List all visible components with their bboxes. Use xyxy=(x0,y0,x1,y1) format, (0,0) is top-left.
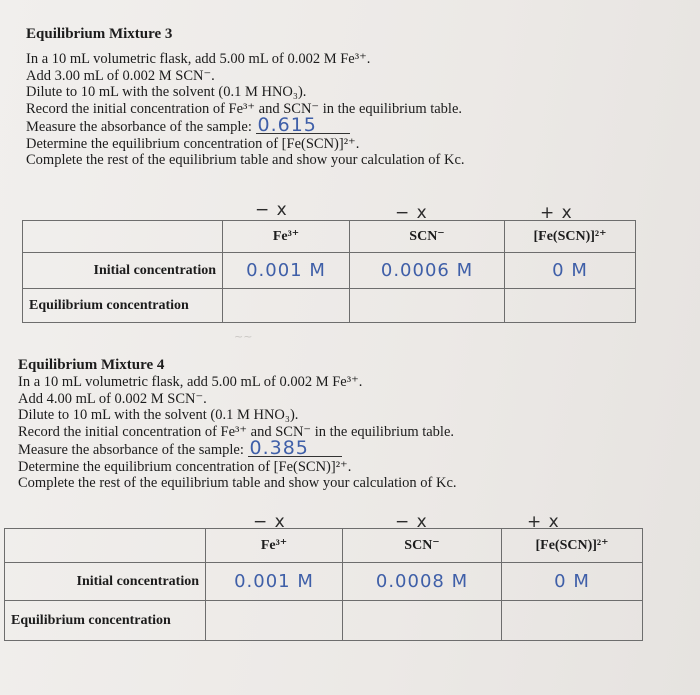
mixture-4-title: Equilibrium Mixture 4 xyxy=(18,357,165,373)
mixture-4-fescn-change-mark: + x xyxy=(527,512,560,532)
row-label-initial: Initial concentration xyxy=(5,563,206,601)
mixture-4-scn-change-mark: − x xyxy=(395,512,428,532)
mixture-4-step-4: Record the initial concentration of Fe³⁺ and SCN⁻ in the equilibrium table. xyxy=(18,423,455,440)
header-blank-cell xyxy=(23,221,223,253)
initial-scn-cell[interactable]: 0.0008 M xyxy=(343,563,502,601)
mixture-3-title: Equilibrium Mixture 3 xyxy=(26,26,173,42)
equilibrium-scn-cell[interactable] xyxy=(343,601,502,641)
mixture-4-step-6: Determine the equilibrium concentration of [Fe(SCN)]²⁺. xyxy=(18,458,352,475)
table-row xyxy=(23,289,636,323)
mixture-3-fe-change-mark: − x xyxy=(255,200,288,220)
header-fescn: [Fe(SCN)]²⁺ xyxy=(505,221,636,253)
table-header-row xyxy=(23,221,636,253)
header-fe: Fe³⁺ xyxy=(223,221,350,253)
mixture-3-step-4: Record the initial concentration of Fe³⁺ and SCN⁻ in the equilibrium table. xyxy=(26,100,463,117)
mixture-4-absorbance-label: Measure the absorbance of the sample: xyxy=(18,442,244,458)
mixture-3-step-5 xyxy=(26,114,465,136)
mixture-3-step-6: Determine the equilibrium concentration of [Fe(SCN)]²⁺. xyxy=(26,135,360,152)
initial-fescn-cell[interactable]: 0 M xyxy=(502,563,643,601)
mixture-4-instructions xyxy=(18,357,457,492)
header-fe: Fe³⁺ xyxy=(206,529,343,563)
table-row xyxy=(5,601,643,641)
mixture-3-step-3: Dilute to 10 mL with the solvent (0.1 M HNO₃). xyxy=(26,84,307,100)
table-row xyxy=(23,253,636,289)
mixture-4-step-2: Add 4.00 mL of 0.002 M SCN⁻. xyxy=(18,390,207,407)
mixture-3-scn-change-mark: − x xyxy=(395,203,428,223)
equilibrium-scn-cell[interactable] xyxy=(350,289,505,323)
mixture-4-absorbance-value[interactable]: 0.385 xyxy=(248,440,342,457)
initial-fescn-cell[interactable]: 0 M xyxy=(505,253,636,289)
equilibrium-fescn-cell[interactable] xyxy=(505,289,636,323)
row-label-equilibrium: Equilibrium concentration xyxy=(5,601,206,641)
mixture-3-step-7: Complete the rest of the equilibrium table and show your calculation of Kc. xyxy=(26,152,465,168)
mixture-3-step-1: In a 10 mL volumetric flask, add 5.00 mL of 0.002 M Fe³⁺. xyxy=(26,51,371,67)
mixture-3-instructions xyxy=(26,26,465,169)
table-header-row xyxy=(5,529,643,563)
header-fescn: [Fe(SCN)]²⁺ xyxy=(502,529,643,563)
mixture-4-step-7: Complete the rest of the equilibrium table and show your calculation of Kc. xyxy=(18,475,457,491)
initial-fe-cell[interactable]: 0.001 M xyxy=(223,253,350,289)
header-scn: SCN⁻ xyxy=(343,529,502,563)
bleed-through-mark: ~~ xyxy=(234,330,253,343)
header-scn: SCN⁻ xyxy=(350,221,505,253)
row-label-equilibrium: Equilibrium concentration xyxy=(23,289,223,323)
mixture-4-equilibrium-table xyxy=(4,528,643,641)
mixture-3-step-2: Add 3.00 mL of 0.002 M SCN⁻. xyxy=(26,67,215,84)
mixture-4-fe-change-mark: − x xyxy=(253,512,286,532)
equilibrium-fe-cell[interactable] xyxy=(223,289,350,323)
mixture-4-step-1: In a 10 mL volumetric flask, add 5.00 mL of 0.002 M Fe³⁺. xyxy=(18,374,363,390)
row-label-initial: Initial concentration xyxy=(23,253,223,289)
mixture-3-absorbance-label: Measure the absorbance of the sample: xyxy=(26,119,252,135)
initial-scn-cell[interactable]: 0.0006 M xyxy=(350,253,505,289)
header-blank-cell xyxy=(5,529,206,563)
equilibrium-fe-cell[interactable] xyxy=(206,601,343,641)
table-row xyxy=(5,563,643,601)
mixture-4-step-3: Dilute to 10 mL with the solvent (0.1 M HNO₃). xyxy=(18,407,299,423)
mixture-3-fescn-change-mark: + x xyxy=(540,203,573,223)
initial-fe-cell[interactable]: 0.001 M xyxy=(206,563,343,601)
equilibrium-fescn-cell[interactable] xyxy=(502,601,643,641)
mixture-3-equilibrium-table xyxy=(22,220,636,323)
mixture-3-absorbance-value[interactable]: 0.615 xyxy=(256,117,350,134)
mixture-4-step-5 xyxy=(18,437,457,459)
